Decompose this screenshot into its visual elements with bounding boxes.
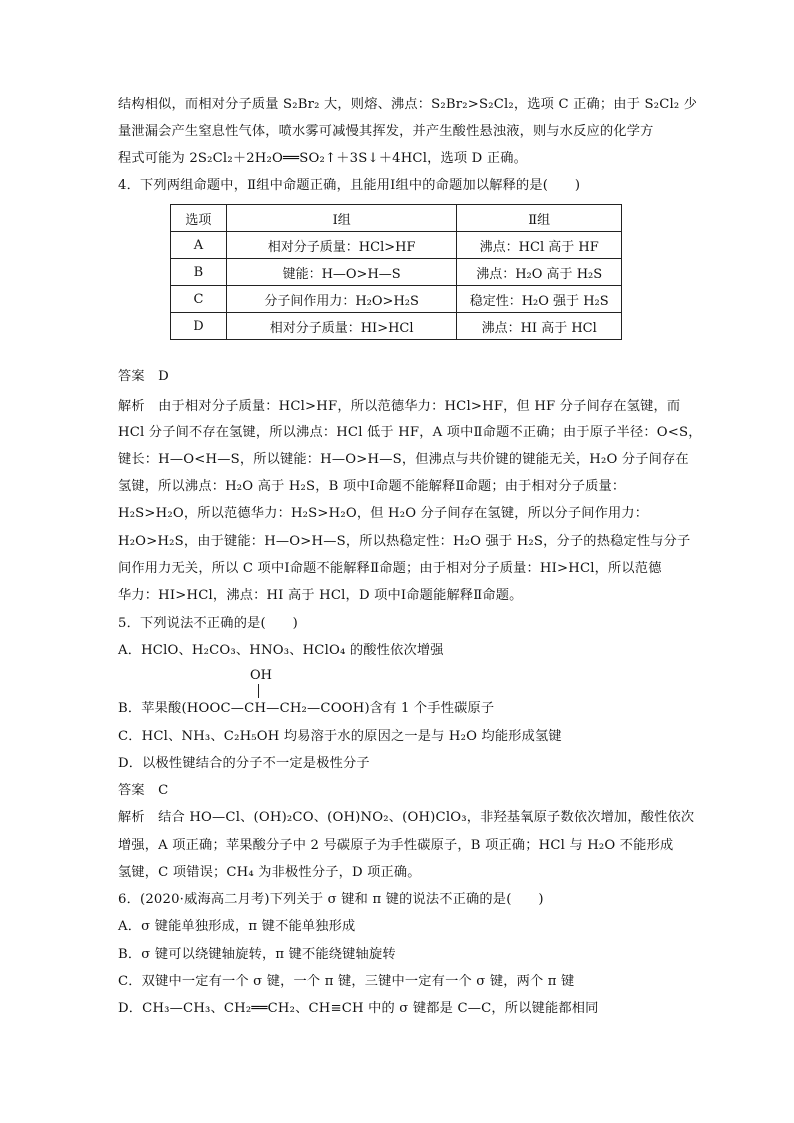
option-c: C．双键中一定有一个 σ 键，一个 π 键，三键中一定有一个 σ 键，两个 π 键 [118,974,575,989]
table-cell: 键能：H—O>H—S [226,259,457,286]
table-cell: 沸点：HI 高于 HCl [457,313,622,340]
question-4-stem: 4．下列两组命题中，Ⅱ组中命题正确，且能用Ⅰ组中的命题加以解释的是( ) [118,178,581,193]
analysis-line: HCl 分子间不存在氢键，所以沸点：HCl 低于 HF，A 项中Ⅱ命题不正确；由于原子半径：O<S， [118,425,702,440]
table-cell: B [171,259,227,286]
text-line: 量泄漏会产生窒息性气体，喷水雾可减慢其挥发，并产生酸性悬浊液，则与水反应的化学方 [118,124,654,139]
analysis-line: 解析 由于相对分子质量：HCl>HF，所以范德华力：HCl>HF，但 HF 分子间存在氢键，而 [118,399,681,414]
table-row [171,313,622,340]
table-cell: 沸点：H₂O 高于 H₂S [457,259,622,286]
table-header-cell: Ⅰ组 [226,205,457,232]
question-5-stem: 5．下列说法不正确的是( ) [118,616,298,631]
table-cell: 相对分子质量：HI>HCl [226,313,457,340]
analysis-line: 华力：HI>HCl，沸点：HI 高于 HCl，D 项中Ⅰ命题能解释Ⅱ命题。 [118,588,523,603]
question-6-stem: 6．(2020·威海高二月考)下列关于 σ 键和 π 键的说法不正确的是( ) [118,892,544,907]
analysis-line: 增强，A 项正确；苹果酸分子中 2 号碳原子为手性碳原子，B 项正确；HCl 与 H₂O 不能形成 [118,838,674,853]
table-cell: C [171,286,227,313]
option-d: D．CH₃—CH₃、CH₂══CH₂、CH≡CH 中的 σ 键都是 C—C，所以键能都相同 [118,1001,599,1016]
option-d: D．以极性键结合的分子不一定是极性分子 [118,756,370,771]
table-cell: 相对分子质量：HCl>HF [226,232,457,259]
analysis-line: H₂S>H₂O，所以范德华力：H₂S>H₂O，但 H₂O 分子间存在氢键，所以分子间作用力： [118,506,649,521]
text-line: 程式可能为 2S₂Cl₂＋2H₂O══SO₂↑＋3S↓＋4HCl，选项 D 正确。 [118,151,528,166]
option-b: B．σ 键可以绕键轴旋转，π 键不能绕键轴旋转 [118,947,396,962]
text-line: 结构相似，而相对分子质量 S₂Br₂ 大，则熔、沸点：S₂Br₂>S₂Cl₂，选项 C 正确；由于 S₂Cl₂ 少 [118,97,698,112]
table-header-row [171,205,622,232]
option-c: C．HCl、NH₃、C₂H₅OH 均易溶于水的原因之一是与 H₂O 均能形成氢键 [118,729,562,744]
table-cell: A [171,232,227,259]
bond-line [258,684,259,698]
table-cell: 稳定性：H₂O 强于 H₂S [457,286,622,313]
question-5-answer: 答案 C [118,783,169,798]
table-row [171,232,622,259]
question-4-answer: 答案 D [118,369,169,384]
option-b: B．苹果酸(HOOC—CH—CH₂—COOH)含有 1 个手性碳原子 [118,701,495,716]
analysis-line: 解析 结合 HO—Cl、(OH)₂CO、(OH)NO₂、(OH)ClO₃，非羟基氧原子数依次增加，酸性依次 [118,810,695,825]
table-cell: D [171,313,227,340]
table-cell: 沸点：HCl 高于 HF [457,232,622,259]
analysis-line: 氢键，C 项错误；CH₄ 为非极性分子，D 项正确。 [118,865,421,880]
table-header-cell: Ⅱ组 [457,205,622,232]
option-a: A．σ 键能单独形成，π 键不能单独形成 [118,919,356,934]
analysis-line: H₂O>H₂S，由于键能：H—O>H—S，所以热稳定性：H₂O 强于 H₂S，分子的热稳定性与分子 [118,534,691,549]
oh-substituent-label: OH [250,668,272,683]
question-4-table [170,204,622,340]
analysis-line: 氢键，所以沸点：H₂O 高于 H₂S，B 项中Ⅰ命题不能解释Ⅱ命题；由于相对分子质量： [118,479,626,494]
option-a: A．HClO、H₂CO₃、HNO₃、HClO₄ 的酸性依次增强 [118,643,444,658]
analysis-line: 键长：H—O<H—S，所以键能：H—O>H—S，但沸点与共价键的键能无关，H₂O 分子间存在 [118,452,689,467]
table-row [171,259,622,286]
table-cell: 分子间作用力：H₂O>H₂S [226,286,457,313]
table-header-cell: 选项 [171,205,227,232]
analysis-line: 间作用力无关，所以 C 项中Ⅰ命题不能解释Ⅱ命题；由于相对分子质量：HI>HCl，所以范德 [118,561,662,576]
table-row [171,286,622,313]
